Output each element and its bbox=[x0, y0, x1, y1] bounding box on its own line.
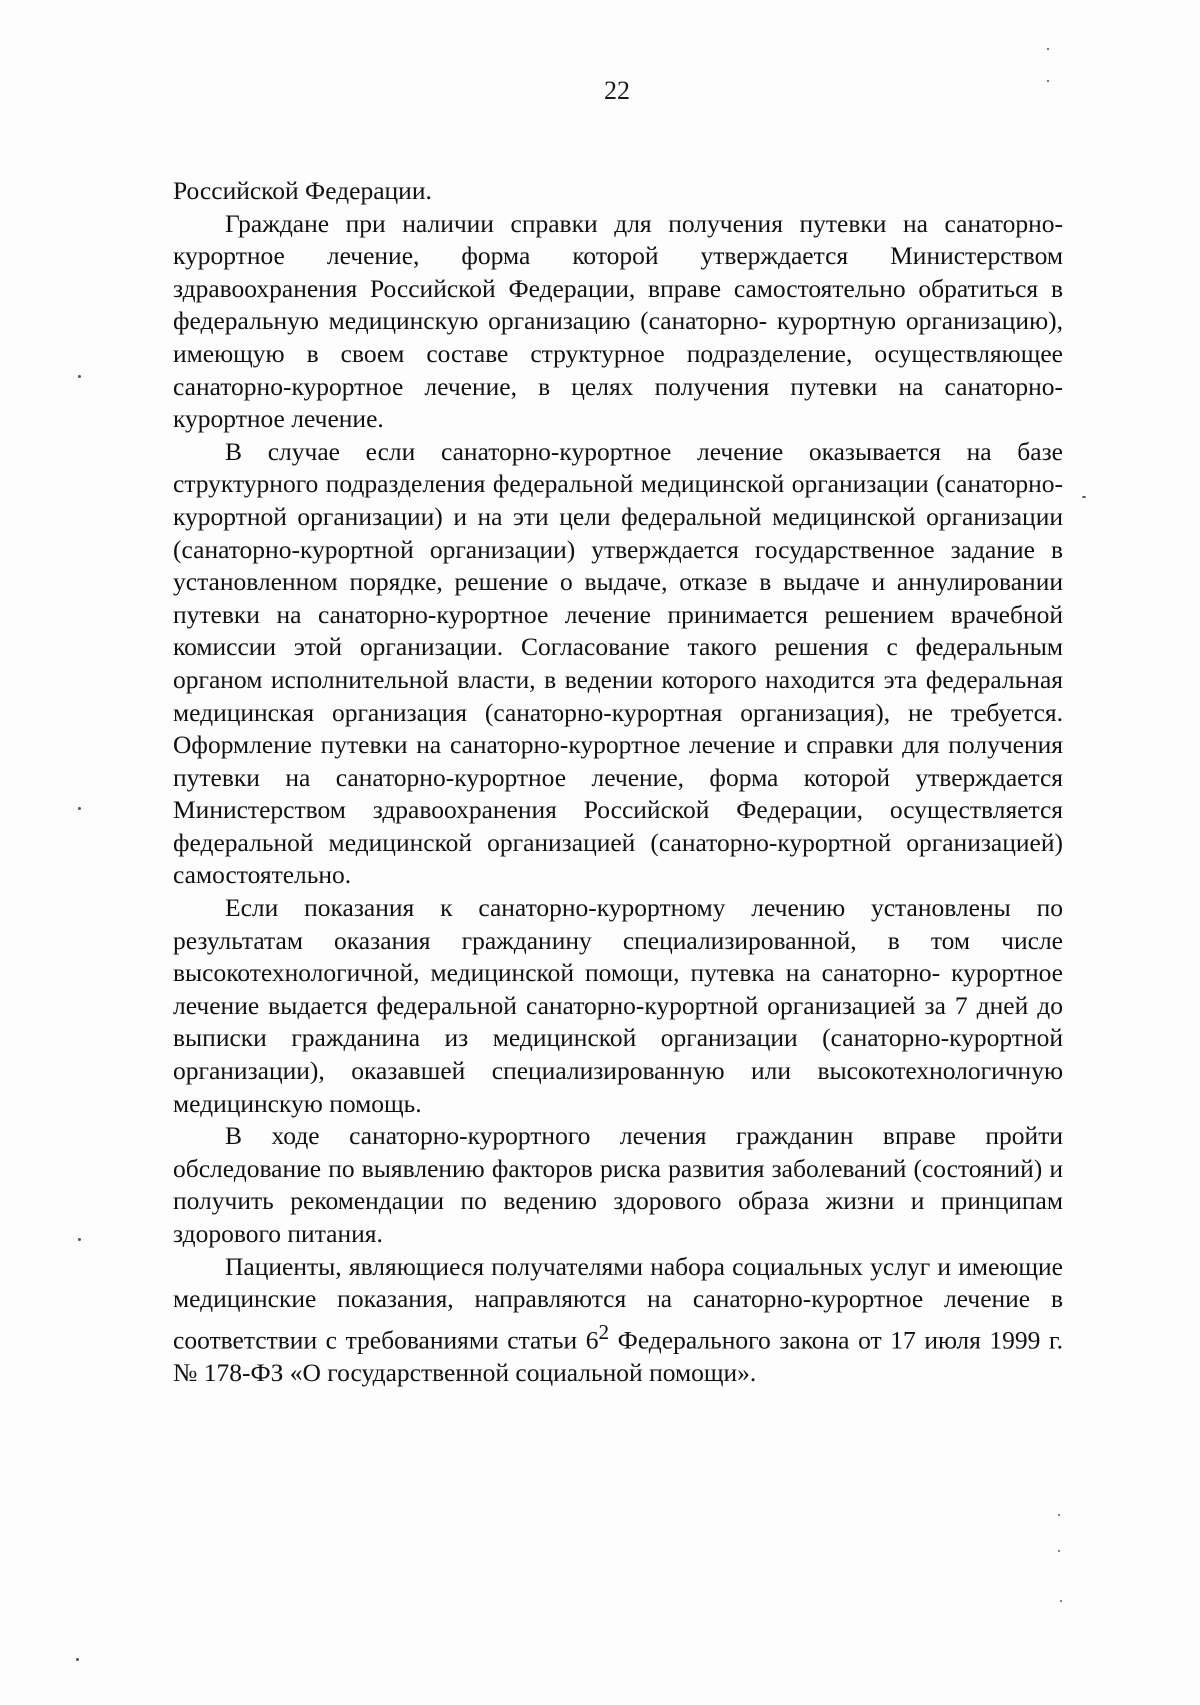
scan-artifact bbox=[78, 807, 81, 810]
page-number: 22 bbox=[604, 76, 630, 105]
paragraph-nabor-uslug-part1: Пациенты, являющиеся получателями набора социальных услуг и имеющие медицинские показания, направляются на санаторно-курортное лечение в соответствии с требованиями статьи 6 bbox=[173, 1251, 1063, 1355]
paragraph-gos-zadanie: В случае если санаторно-курортное лечение оказывается на базе структурного подразделения федеральной медицинской организации (санаторно-курортной организации) и на эти цели федеральной медицинской организации (санаторно-курортной организации) утверждается государственное задание в установленном порядке, решение о выдаче, отказе в выдаче и аннулировании путевки на санаторно-курортное лечение принимается решением врачебной комиссии этой организации. Согласование такого решения с федеральным органом исполнительной власти, в ведении которого находится эта федеральная медицинская организация (санаторно-курортная организация), не требуется. Оформление путевки на санаторно-курортное лечение и справки для получения путевки на санаторно-курортное лечение, форма которой утверждается Министерством здравоохранения Российской Федерации, осуществляется федеральной медицинской организацией (санаторно-курортной организацией) самостоятельно. bbox=[173, 436, 1063, 890]
scan-artifact bbox=[1047, 48, 1049, 50]
scan-artifact bbox=[1058, 1550, 1060, 1552]
paragraph-vmp: Если показания к санаторно-курортному лечению установлены по результатам оказания гражданину специализированной, в том числе высокотехнологичной, медицинской помощи, путевка на санаторно- курортное лечение выдается федеральной санаторно-курортной организацией за 7 дней до выписки гражданина из медицинской организации (санаторно-курортной организации), оказавшей специализированную или высокотехнологичную медицинскую помощь. bbox=[173, 893, 1063, 1118]
scan-artifact bbox=[1058, 1514, 1060, 1516]
scan-artifact bbox=[78, 375, 81, 378]
scan-artifact bbox=[1060, 1600, 1062, 1602]
paragraph-nabor-uslug-part2: Федерального закона от 17 июля 1999 г. № 178-ФЗ «О государственной социальной помощи». bbox=[173, 1325, 1063, 1387]
scan-artifact bbox=[76, 1658, 79, 1661]
scan-artifact bbox=[1047, 80, 1049, 82]
document-body bbox=[173, 175, 1063, 1389]
paragraph-spravka: Граждане при наличии справки для получения путевки на санаторно- курортное лечение, форма которой утверждается Министерством здравоохранения Российской Федерации, вправе самостоятельно обратиться в федеральную медицинскую организацию (санаторно- курортную организацию), имеющую в своем составе структурное подразделение, осуществляющее санаторно-курортное лечение, в целях получения путевки на санаторно-курортное лечение. bbox=[173, 208, 1063, 434]
scan-artifact bbox=[78, 1238, 81, 1241]
paragraph-nabor-uslug bbox=[173, 1251, 1063, 1390]
scan-artifact bbox=[1082, 496, 1086, 498]
article-superscript: 2 bbox=[598, 1319, 610, 1344]
paragraph-obsledovanie: В ходе санаторно-курортного лечения гражданин вправе пройти обследование по выявлению факторов риска развития заболеваний (состояний) и получить рекомендации по ведению здорового образа жизни и принципам здорового питания. bbox=[173, 1121, 1063, 1248]
paragraph-continuation: Российской Федерации. bbox=[173, 176, 432, 205]
